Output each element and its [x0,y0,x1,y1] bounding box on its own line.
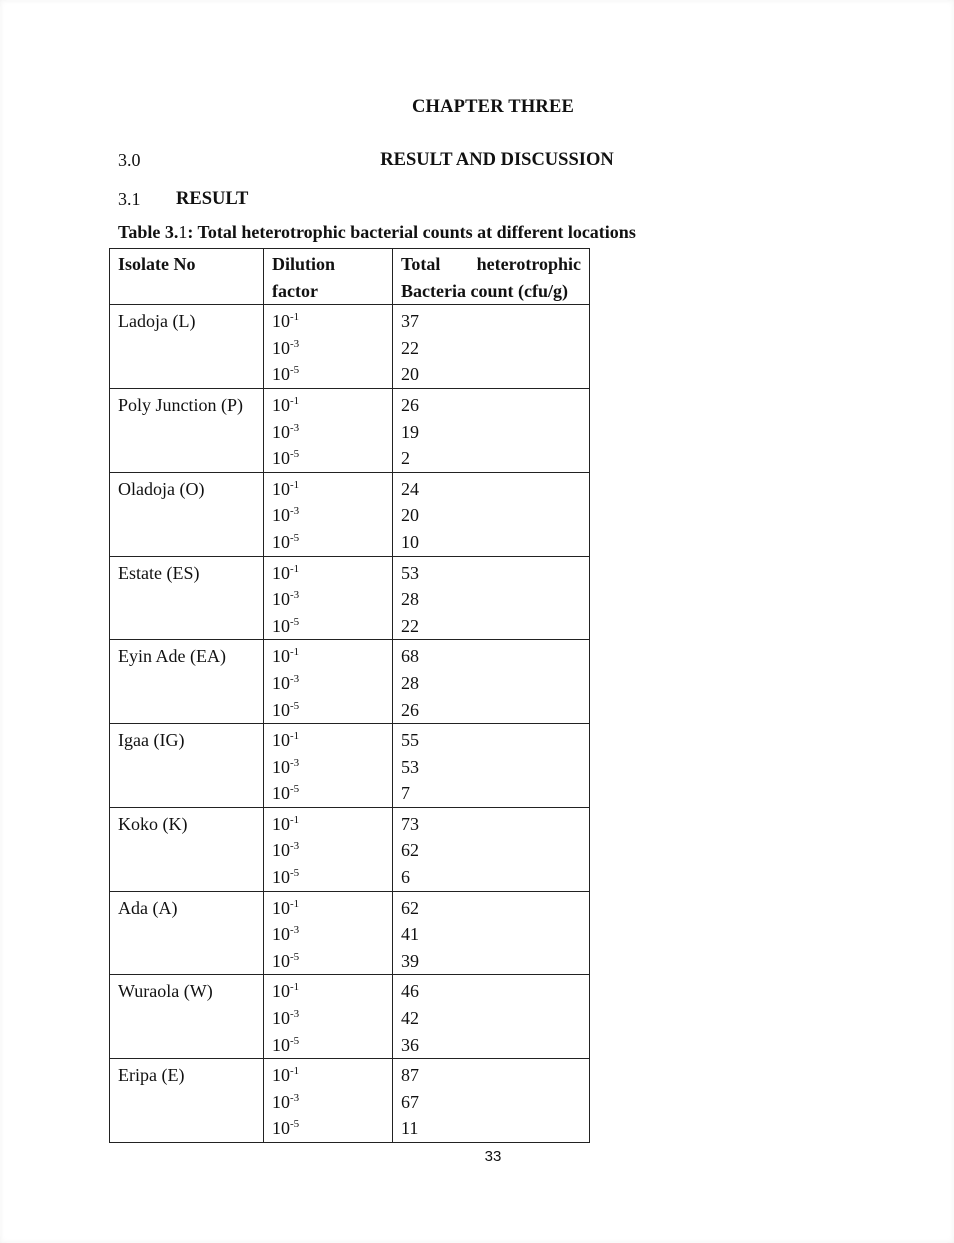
dilution-base: 10 [272,897,290,918]
dilution-base: 10 [272,448,290,469]
dilution-factor [272,978,384,1005]
dilution-factor [272,1089,384,1116]
table-row [110,472,590,556]
dilution-exponent: -5 [290,615,300,628]
dilution-factor [272,921,384,948]
table-row [110,305,590,389]
bacteria-count: 7 [401,783,410,804]
dilution-cell [264,724,393,808]
dilution-base: 10 [272,615,290,636]
dilution-factor [272,445,384,472]
section-number: 3.0 [118,150,141,170]
dilution-cell [264,388,393,472]
dilution-exponent: -1 [290,478,300,491]
isolate-name: Igaa (IG) [118,730,185,751]
table-row [110,807,590,891]
dilution-exponent: -1 [290,311,300,324]
dilution-cell [264,975,393,1059]
bacteria-count: 36 [401,1034,419,1055]
dilution-factor [272,308,384,335]
dilution-factor [272,529,384,556]
dilution-exponent: -5 [290,699,300,712]
header-isolate [110,249,264,305]
dilution-exponent: -5 [290,448,300,461]
dilution-base: 10 [272,562,290,583]
dilution-base: 10 [272,672,290,693]
dilution-base: 10 [272,1091,290,1112]
dilution-factor [272,476,384,503]
dilution-factor [272,361,384,388]
count-cell [393,1059,590,1143]
subsection-title: RESULT [176,189,249,209]
count-cell [393,724,590,808]
isolate-name: Wuraola (W) [118,981,213,1002]
dilution-exponent: -3 [290,672,300,685]
count-cell [393,891,590,975]
bacteria-count: 28 [401,672,419,693]
isolate-cell [110,724,264,808]
dilution-factor [272,727,384,754]
dilution-base: 10 [272,1118,290,1139]
bacteria-count: 41 [401,924,419,945]
dilution-exponent: -1 [290,1065,300,1078]
dilution-factor [272,419,384,446]
dilution-factor [272,837,384,864]
bacteria-count: 53 [401,756,419,777]
isolate-name: Ada (A) [118,897,178,918]
count-cell [393,388,590,472]
bacteria-count: 19 [401,421,419,442]
dilution-factor [272,586,384,613]
header-count-line1-b: heterotrophic [476,254,581,274]
dilution-base: 10 [272,646,290,667]
dilution-cell [264,807,393,891]
dilution-factor [272,754,384,781]
bacteria-count: 53 [401,562,419,583]
dilution-exponent: -3 [290,1008,300,1021]
dilution-base: 10 [272,364,290,385]
header-count-line1 [401,251,581,278]
dilution-exponent: -1 [290,730,300,743]
dilution-cell [264,640,393,724]
chapter-title: CHAPTER THREE [411,97,575,117]
dilution-exponent: -3 [290,505,300,518]
count-cell [393,305,590,389]
dilution-base: 10 [272,1034,290,1055]
dilution-cell [264,305,393,389]
table-caption [118,222,636,243]
count-cell [393,640,590,724]
dilution-factor [272,948,384,975]
dilution-factor [272,643,384,670]
dilution-factor [272,335,384,362]
bacteria-count: 26 [401,394,419,415]
bacteria-count: 28 [401,589,419,610]
dilution-base: 10 [272,505,290,526]
dilution-base: 10 [272,756,290,777]
isolate-cell [110,807,264,891]
dilution-base: 10 [272,337,290,358]
dilution-factor [272,502,384,529]
dilution-exponent: -1 [290,562,300,575]
header-count [393,249,590,305]
dilution-exponent: -3 [290,756,300,769]
bacteria-count: 62 [401,897,419,918]
count-cell [393,556,590,640]
dilution-exponent: -3 [290,589,300,602]
dilution-exponent: -1 [290,646,300,659]
bacteria-count: 46 [401,981,419,1002]
bacteria-count: 73 [401,813,419,834]
dilution-factor [272,613,384,640]
isolate-name: Estate (ES) [118,562,200,583]
count-cell [393,975,590,1059]
isolate-cell [110,640,264,724]
dilution-factor [272,811,384,838]
isolate-cell [110,1059,264,1143]
dilution-exponent: -5 [290,950,300,963]
dilution-base: 10 [272,981,290,1002]
dilution-factor [272,392,384,419]
bacteria-count: 2 [401,448,410,469]
isolate-name: Eripa (E) [118,1065,185,1086]
dilution-factor [272,560,384,587]
dilution-factor [272,780,384,807]
header-isolate-label: Isolate No [118,254,196,274]
bacteria-count: 62 [401,840,419,861]
table-body [110,305,590,1143]
page-number: 33 [484,1148,502,1165]
dilution-base: 10 [272,421,290,442]
bacteria-count: 20 [401,364,419,385]
table-row [110,891,590,975]
isolate-name: Koko (K) [118,813,188,834]
isolate-cell [110,556,264,640]
bacteria-count: 39 [401,950,419,971]
isolate-name: Oladoja (O) [118,478,205,499]
isolate-name: Eyin Ade (EA) [118,646,226,667]
dilution-exponent: -3 [290,421,300,434]
dilution-cell [264,1059,393,1143]
dilution-factor [272,1115,384,1142]
section-title: RESULT AND DISCUSSION [380,150,614,170]
table-header-row [110,249,590,305]
bacteria-count: 24 [401,478,419,499]
dilution-base: 10 [272,730,290,751]
dilution-base: 10 [272,699,290,720]
dilution-base: 10 [272,813,290,834]
dilution-factor [272,1032,384,1059]
dilution-exponent: -1 [290,394,300,407]
isolate-name: Ladoja (L) [118,311,196,332]
table-row [110,388,590,472]
dilution-exponent: -5 [290,1034,300,1047]
dilution-base: 10 [272,840,290,861]
table-row [110,975,590,1059]
dilution-factor [272,670,384,697]
dilution-cell [264,472,393,556]
isolate-cell [110,305,264,389]
bacteria-count: 22 [401,337,419,358]
dilution-exponent: -3 [290,924,300,937]
isolate-name: Poly Junction (P) [118,394,244,415]
isolate-cell [110,891,264,975]
dilution-base: 10 [272,867,290,888]
bacteria-count: 10 [401,531,419,552]
dilution-base: 10 [272,394,290,415]
count-cell [393,807,590,891]
header-dilution-line2: factor [272,280,318,301]
subsection-number: 3.1 [118,189,141,209]
header-count-line1-a: Total [401,254,441,274]
isolate-cell [110,388,264,472]
dilution-base: 10 [272,924,290,945]
dilution-base: 10 [272,950,290,971]
dilution-base: 10 [272,783,290,804]
isolate-cell [110,472,264,556]
bacteria-count: 67 [401,1091,419,1112]
dilution-exponent: -5 [290,867,300,880]
bacterial-counts-table [109,248,590,1143]
header-dilution [264,249,393,305]
count-cell [393,472,590,556]
dilution-exponent: -5 [290,1118,300,1131]
table-row [110,724,590,808]
dilution-exponent: -1 [290,981,300,994]
bacteria-count: 26 [401,699,419,720]
bacteria-count: 22 [401,615,419,636]
bacteria-count: 68 [401,646,419,667]
bacteria-count: 87 [401,1065,419,1086]
dilution-exponent: -5 [290,364,300,377]
dilution-base: 10 [272,1008,290,1029]
dilution-exponent: -1 [290,813,300,826]
dilution-factor [272,697,384,724]
table-caption-text: : Total heterotrophic bacterial counts at different locations [187,222,636,242]
dilution-exponent: -5 [290,783,300,796]
bacteria-count: 6 [401,867,410,888]
dilution-exponent: -3 [290,840,300,853]
dilution-exponent: -1 [290,897,300,910]
dilution-exponent: -5 [290,531,300,544]
dilution-cell [264,556,393,640]
table-row [110,1059,590,1143]
table-row [110,640,590,724]
dilution-base: 10 [272,311,290,332]
header-dilution-line1: Dilution [272,254,336,274]
bacteria-count: 42 [401,1008,419,1029]
dilution-factor [272,895,384,922]
dilution-base: 10 [272,1065,290,1086]
header-count-line2: Bacteria count (cfu/g) [401,280,568,301]
dilution-factor [272,1062,384,1089]
dilution-factor [272,864,384,891]
dilution-base: 10 [272,478,290,499]
bacteria-count: 55 [401,730,419,751]
dilution-factor [272,1005,384,1032]
bacteria-count: 11 [401,1118,419,1139]
dilution-exponent: -3 [290,1091,300,1104]
isolate-cell [110,975,264,1059]
table-row [110,556,590,640]
table-caption-prefix: Table 3. [118,222,179,242]
dilution-base: 10 [272,531,290,552]
dilution-base: 10 [272,589,290,610]
bacteria-count: 20 [401,505,419,526]
dilution-cell [264,891,393,975]
bacteria-count: 37 [401,311,419,332]
dilution-exponent: -3 [290,337,300,350]
table-caption-number: 1 [178,222,188,242]
